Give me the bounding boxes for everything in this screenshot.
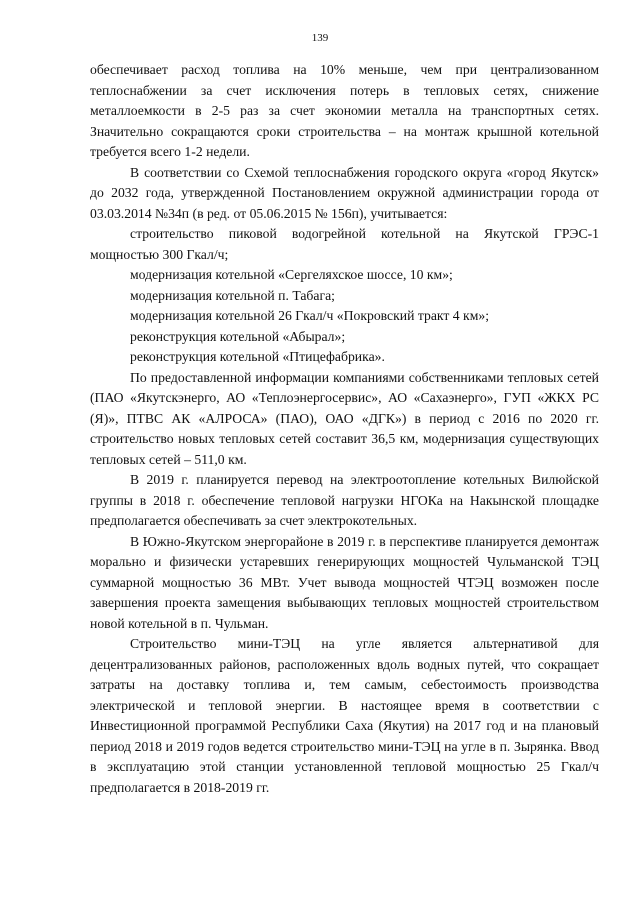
paragraph: По предоставленной информации компаниями собственниками тепловых сетей (ПАО «Якутскэнерго, АО «Теплоэнергосервис», АО «Сахаэнерго», ГУП «ЖКХ РС (Я)», ПТВС АК «АЛРОСА» (ПАО), ОАО «ДГК») в период с 2016 по 2020 гг. строительство новых тепловых сетей составит 36,5 км, модернизация существующих тепловых сетей – 511,0 км. <box>90 369 599 467</box>
paragraph: В 2019 г. планируется перевод на электроотопление котельных Вилюйской группы в 2018 г. обеспечение тепловой нагрузки НГОКа на Накынской площадке предполагается обеспечивать за счет электрокотельных. <box>90 472 599 528</box>
paragraph: В Южно-Якутском энергорайоне в 2019 г. в перспективе планируется демонтаж морально и физически устаревших генерирующих мощностей Чульманской ТЭЦ суммарной мощностью 36 МВт. Учет вывода мощностей ЧТЭЦ возможен после завершения проекта замещения выбывающих тепловых мощностей строительством новой котельной в п. Чульман. <box>90 533 599 631</box>
paragraph: реконструкция котельной «Абырал»; <box>130 328 346 344</box>
body-text <box>90 60 599 798</box>
paragraph: строительство пиковой водогрейной котельной на Якутской ГРЭС-1 мощностью 300 Гкал/ч; <box>90 226 599 262</box>
paragraph: модернизация котельной «Сергеляхское шоссе, 10 км»; <box>130 267 453 282</box>
paragraph: модернизация котельной п. Табага; <box>130 287 335 303</box>
page-number: 139 <box>311 32 329 44</box>
paragraph: модернизация котельной 26 Гкал/ч «Покровский тракт 4 км»; <box>130 308 490 323</box>
paragraph: реконструкция котельной «Птицефабрика». <box>130 349 385 364</box>
paragraph: В соответствии со Схемой теплоснабжения городского округа «город Якутск» до 2032 года, утвержденной Постановлением окружной администрации города от 03.03.2014 №34п (в ред. от 05.06.2015 № 156п), учитывается: <box>90 164 599 221</box>
paragraph: обеспечивает расход топлива на 10% меньше, чем при централизованном теплоснабжении за счет исключения потерь в тепловых сетях, снижение металлоемкости в 2-5 раз за счет экономии металла на транспортных сетях. Значительно сокращаются сроки строительства – на монтаж крышной котельной требуется всего 1-2 недели. <box>90 62 599 159</box>
paragraph: Строительство мини-ТЭЦ на угле является альтернативой для децентрализованных районов, расположенных вдоль водных путей, что сокращает затраты на доставку топлива и, тем самым, себестоимость производства электрической и тепловой энергии. В настоящее время в соответствии с Инвестиционной программой Республики Саха (Якутия) на 2017 год и на плановый период 2018 и 2019 годов ведется строительство мини-ТЭЦ на угле в п. Зырянка. Ввод в эксплуатацию этой станции установленной тепловой мощностью 25 Гкал/ч предполагается в 2018-2019 гг. <box>90 636 599 795</box>
